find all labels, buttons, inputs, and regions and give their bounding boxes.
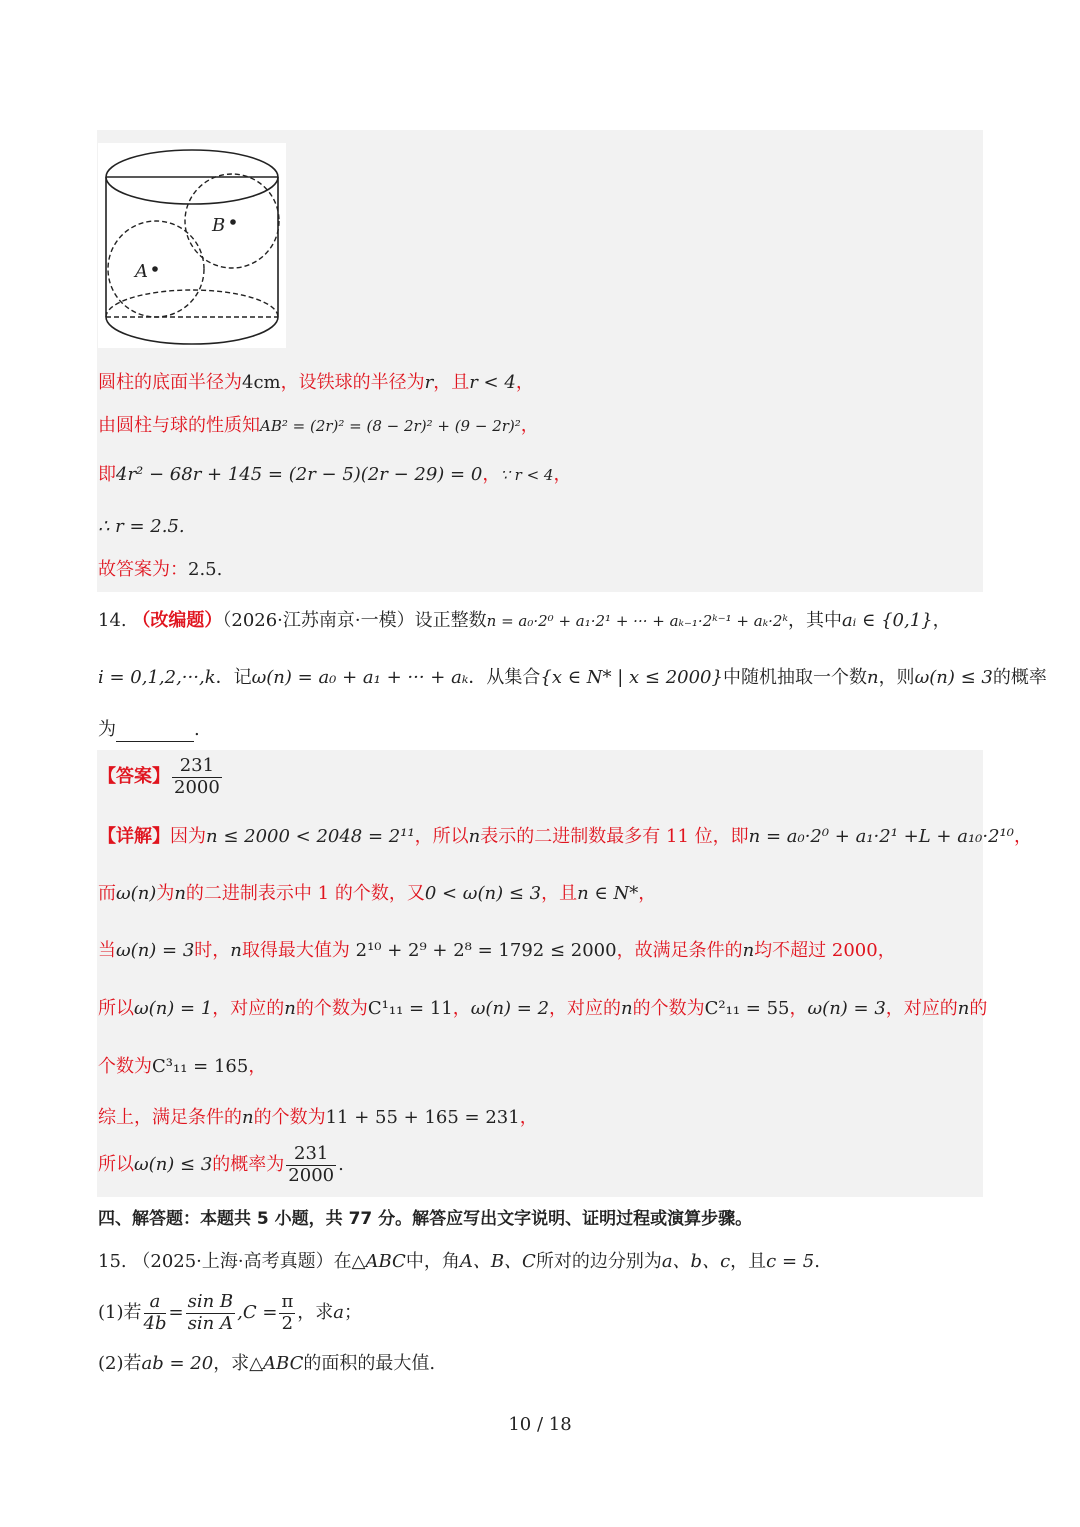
cylinder-diagram xyxy=(98,143,286,348)
sol13-line1: 圆柱的底面半径为4cm，设铁球的半径为r，且r < 4， xyxy=(98,372,534,393)
ans14-detail1: 【详解】因为n ≤ 2000 < 2048 = 2¹¹，所以n表示的二进制数最多有 11 位，即n = a₀·2⁰ + a₁·2¹ +L + a₁₀·2¹⁰， xyxy=(98,826,1032,847)
sol13-line4: ∴ r = 2.5. xyxy=(98,516,185,537)
q14-line3: 为 . xyxy=(98,719,200,740)
ans14-detail5: 个数为C³₁₁ = 165， xyxy=(98,1056,267,1077)
answer-blank xyxy=(116,725,194,742)
ans14-detail2: 而ω(n)为n的二进制表示中 1 的个数，又0 < ω(n) ≤ 3，且n ∈ N*， xyxy=(98,883,657,904)
ans14-detail4: 所以ω(n) = 1，对应的n的个数为C¹₁₁ = 11，ω(n) = 2，对应的n的个数为C²₁₁ = 55，ω(n) = 3，对应的n的 xyxy=(98,998,988,1019)
probability-fraction: $\frac{231}{2000}$ xyxy=(288,1143,335,1186)
page-number: 10 / 18 xyxy=(508,1414,572,1435)
point-a-label: A xyxy=(135,261,148,282)
q14-line2: i = 0,1,2,···,k．记ω(n) = a₀ + a₁ + ··· + aₖ．从集合{x ∈ N* | x ≤ 2000}中随机抽取一个数n，则ω(n) ≤ 3的概率 xyxy=(98,667,1047,688)
q14-line1: 14. （改编题）（2026·江苏南京·一模）设正整数n = a₀·2⁰ + a₁·2¹ + ··· + aₖ₋₁·2ᵏ⁻¹ + aₖ·2ᵏ，其中aᵢ ∈ {0,1}， xyxy=(98,610,951,631)
ans14-answer: 【答案】 $\frac{231}{2000}$ xyxy=(98,755,220,798)
sol13-line3: 即4r² − 68r + 145 = (2r − 5)(2r − 29) = 0，∵ r < 4， xyxy=(98,464,572,485)
answer-fraction: $\frac{231}{2000}$ xyxy=(174,755,220,798)
q15-part1: (1)若 $\frac{a}{4b}$ = $\frac{\text{sin B}}{\text{sin A}} ,C$ = $\frac{\pi}{2}$ ，求a； xyxy=(98,1291,363,1334)
q15-part2: (2)若ab = 20，求△ABC的面积的最大值. xyxy=(98,1353,436,1374)
ans14-detail7: 所以ω(n) ≤ 3的概率为 $\frac{231}{2000}$ . xyxy=(98,1143,344,1186)
ans14-detail3: 当ω(n) = 3时，n取得最大值为 2¹⁰ + 2⁹ + 2⁸ = 1792 ≤ 2000，故满足条件的n均不超过 2000， xyxy=(98,940,896,961)
cylinder-figure xyxy=(98,143,286,348)
sol13-line2: 由圆柱与球的性质知AB² = (2r)² = (8 − 2r)² + (9 − 2r)²， xyxy=(98,415,539,436)
q15-line1: 15. （2025·上海·高考真题）在△ABC中，角A、B、C所对的边分别为a、b、c，且c = 5. xyxy=(98,1251,820,1272)
section4-title: 四、解答题：本题共 5 小题，共 77 分。解答应写出文字说明、证明过程或演算步骤。 xyxy=(98,1209,753,1229)
sol13-line5: 故答案为：2.5. xyxy=(98,559,223,580)
ans14-detail6: 综上，满足条件的n的个数为11 + 55 + 165 = 231， xyxy=(98,1107,538,1128)
point-b-label: B xyxy=(212,215,226,236)
